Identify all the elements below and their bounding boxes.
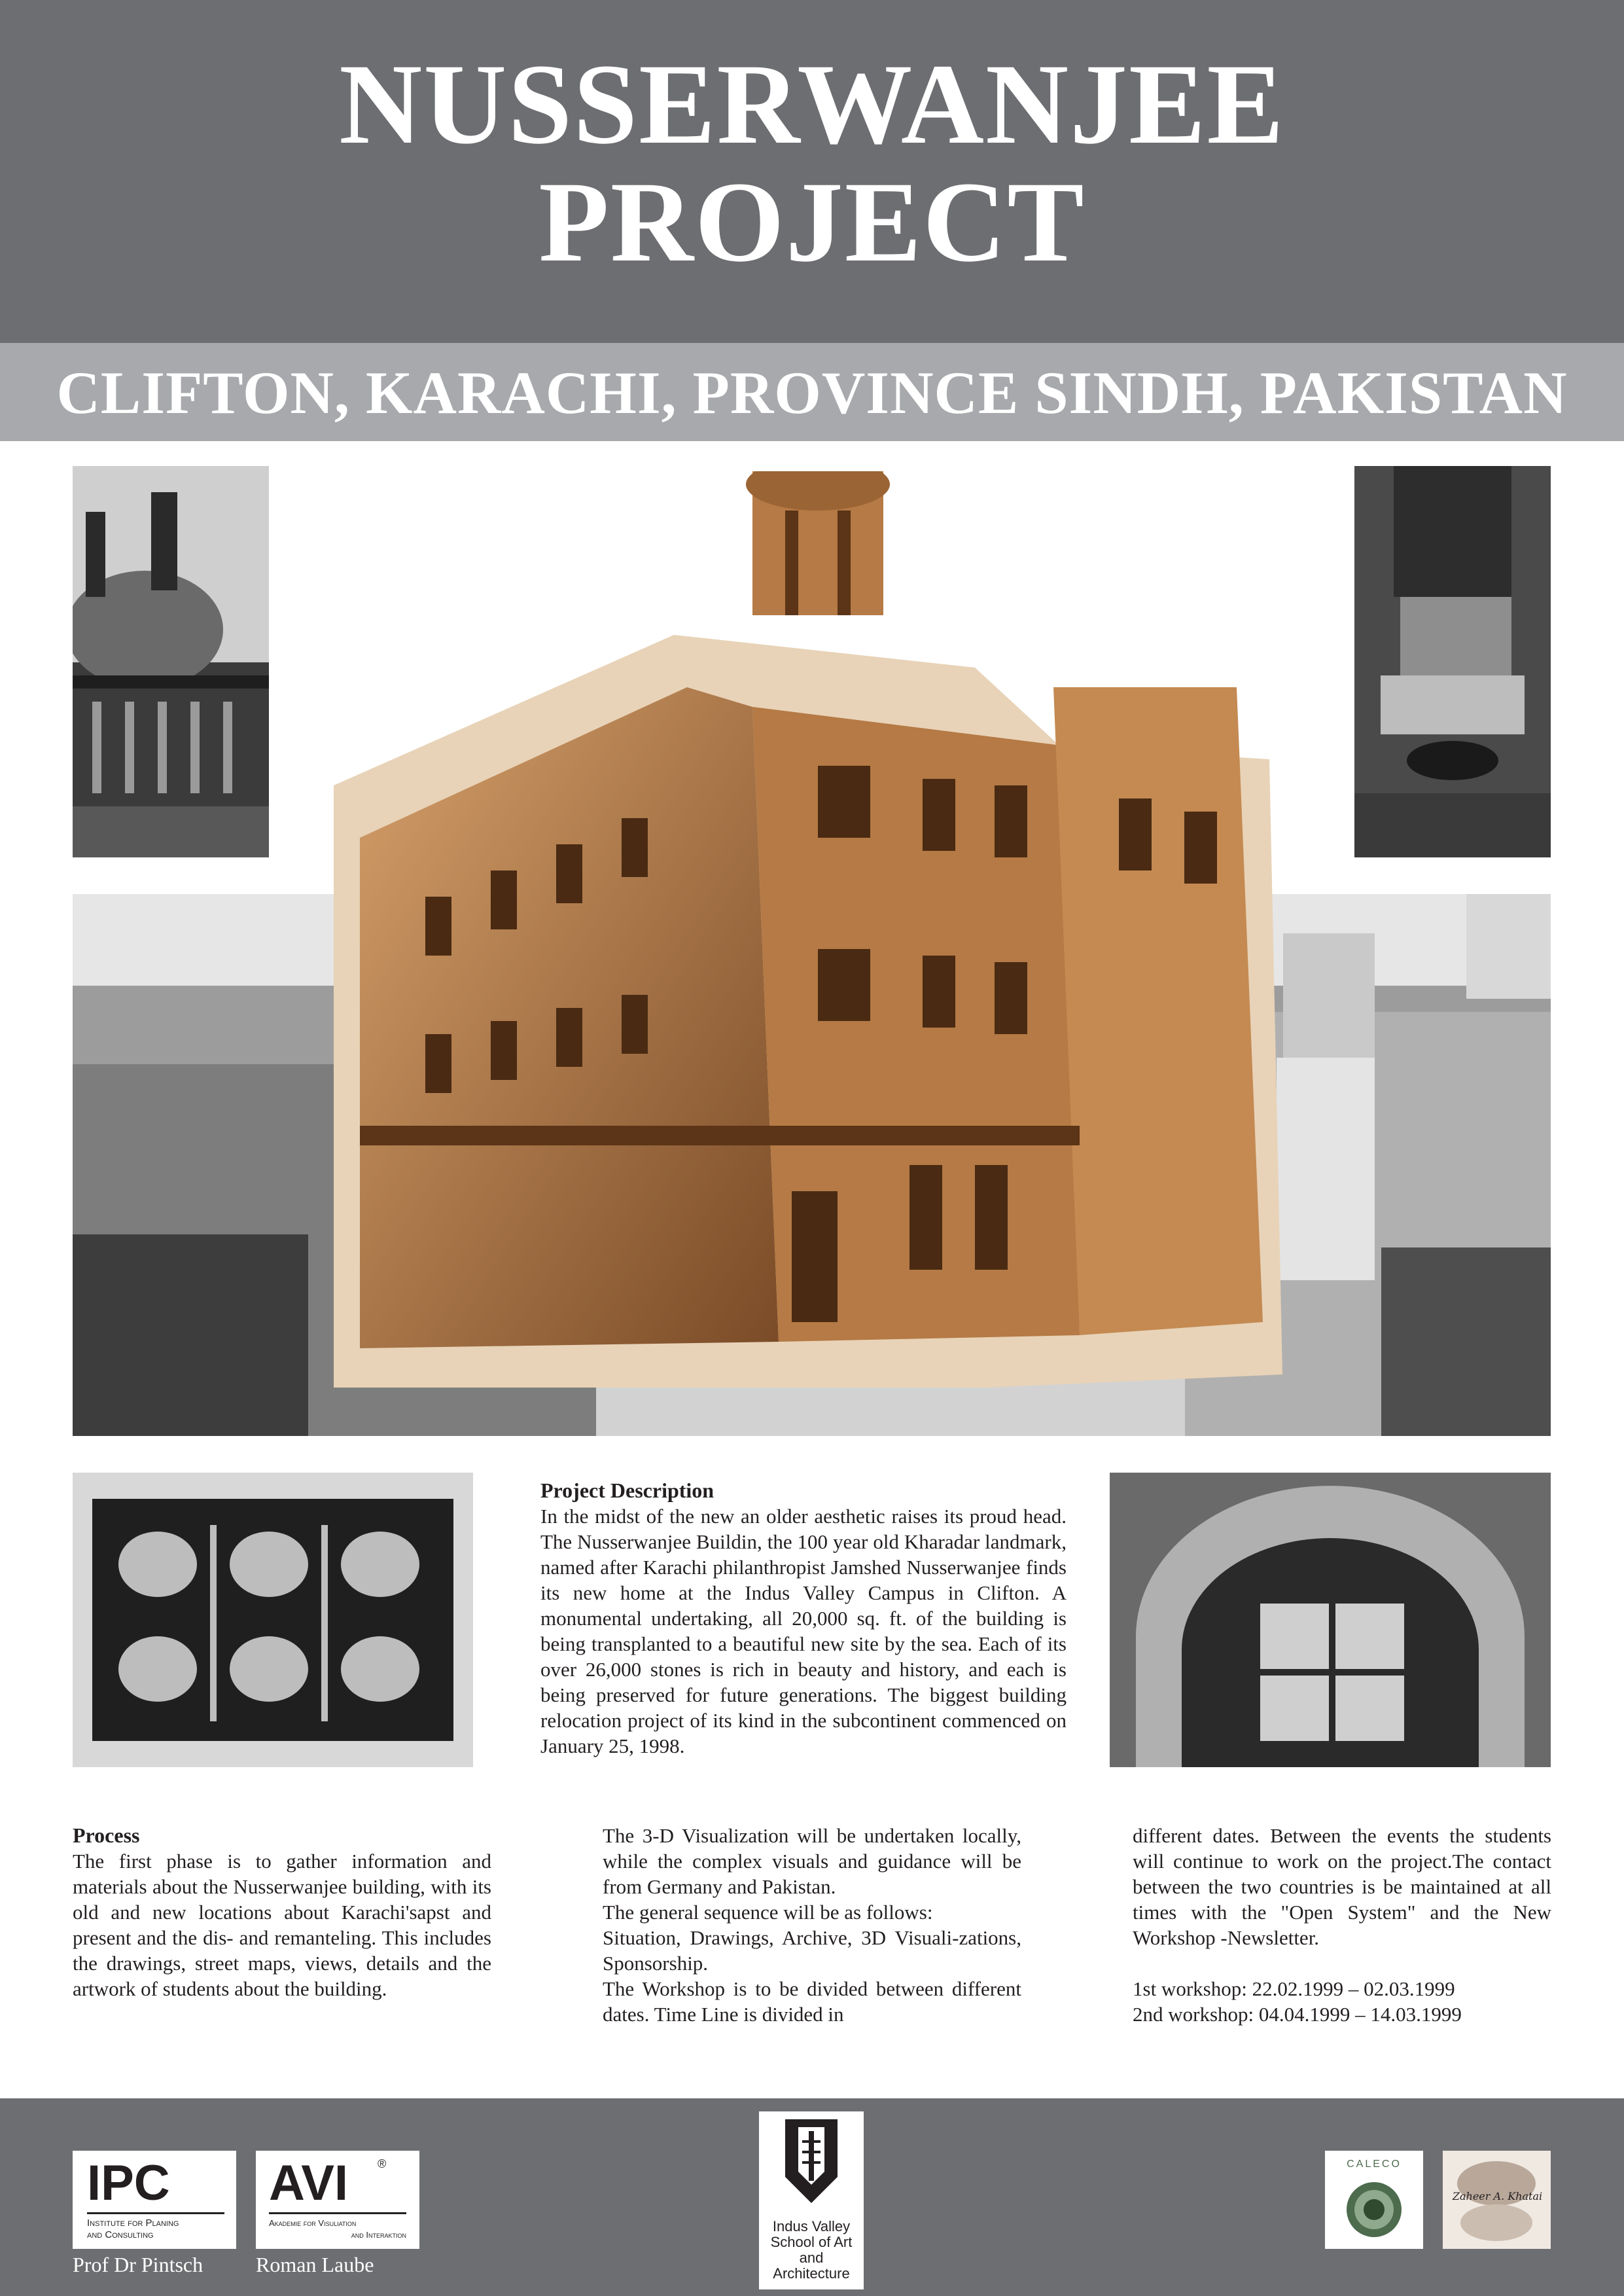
name-roman-laube: Roman Laube [256, 2253, 374, 2276]
avi-logo-rule [269, 2212, 406, 2214]
zaheer-signature: Zaheer A. Khatai [1452, 2190, 1543, 2202]
column-detail-photo [1354, 466, 1551, 857]
process-heading: Process [73, 1823, 140, 1847]
process-col2-p4: The Workshop is to be divided between different dates. Time Line is divided in [603, 1977, 1021, 2026]
page-title [0, 41, 1624, 286]
name-prof-pintsch: Prof Dr Pintsch [73, 2253, 203, 2276]
indus-valley-line-1: Indus Valley [772, 2218, 851, 2234]
page-subtitle: CLIFTON, KARACHI, PROVINCE SINDH, PAKISTAN [56, 359, 1568, 426]
workshop-2-dates: 2nd workshop: 04.04.1999 – 14.03.1999 [1133, 2003, 1462, 2026]
process-column-2 [603, 1823, 1021, 2027]
indus-valley-logo [759, 2111, 864, 2289]
caleco-logo-text: CALECO [1347, 2159, 1402, 2170]
avi-logo-line-1: Akademie for Visuliation [269, 2218, 357, 2228]
dome-photo [73, 466, 269, 857]
avi-logo [256, 2151, 419, 2249]
indus-valley-line-4: Architecture [773, 2265, 850, 2282]
lattice-screen-photo [73, 1473, 473, 1767]
process-column-3 [1133, 1823, 1551, 2027]
zaheer-khatai-logo [1443, 2151, 1551, 2249]
avi-registered-mark: ® [378, 2157, 387, 2170]
indus-valley-line-2: School of Art [770, 2234, 853, 2250]
process-col2-p2: The general sequence will be as follows: [603, 1901, 933, 1924]
project-description [540, 1478, 1067, 1759]
caleco-emblem [1325, 2151, 1423, 2249]
title-line-2: PROJECT [538, 158, 1086, 286]
process-col2-p3: Situation, Drawings, Archive, 3D Visuali-zations, Sponsorship. [603, 1926, 1021, 1975]
process-column-1 [73, 1823, 491, 2001]
title-line-1: NUSSERWANJEE [339, 41, 1285, 168]
process-col1-text: The first phase is to gather information and materials about the Nusserwanjee building, with its old and new locations about Karachi'sapst and present and the dis- and remanteling. This includes the drawings, street maps, views, details and the artwork of students about the building. [73, 1850, 491, 2000]
project-description-text: In the midst of the new an older aesthetic raises its proud head. The Nusserwanjee Buildin, the 100 year old Kharadar landmark, named after Karachi philanthropist Jamshed Nusserwanjee finds its new home at the Indus Valley Campus in Clifton. A monumental undertaking, all 20,000 sq. ft. of the building is being transplanted to a beautiful new site by the sea. Each of its over 26,000 stones is rich in beauty and history, and each is being preserved for future generations. The biggest building relocation project of its kind in the subcontinent commenced on January 25, 1998. [540, 1505, 1067, 1757]
avi-logo-line-2: and Interaktion [351, 2230, 406, 2240]
caleco-logo [1325, 2151, 1423, 2249]
ipc-logo [73, 2151, 236, 2249]
nusserwanjee-building-photo [334, 471, 1282, 1401]
ipc-logo-line-2: and Consulting [87, 2229, 154, 2240]
project-description-heading: Project Description [540, 1479, 715, 1502]
ipc-logo-line-1: Institute for Planing [87, 2217, 179, 2229]
arched-window-photo [1110, 1473, 1551, 1767]
ipc-logo-text: IPC [87, 2155, 170, 2211]
avi-logo-text: AVI [269, 2155, 349, 2211]
process-col2-p1: The 3-D Visualization will be undertaken locally, while the complex visuals and guidance will be from Germany and Pakistan. [603, 1824, 1021, 1898]
workshop-1-dates: 1st workshop: 22.02.1999 – 02.03.1999 [1133, 1977, 1455, 2000]
ipc-logo-rule [87, 2212, 224, 2214]
process-col3-p1: different dates. Between the events the students will continue to work on the project.The contact between the two countries is be maintained at all times with the "Open System" and the New Workshop -Newsletter. [1133, 1824, 1551, 1949]
indus-valley-line-3: and [799, 2250, 824, 2266]
indus-valley-emblem [759, 2111, 864, 2210]
